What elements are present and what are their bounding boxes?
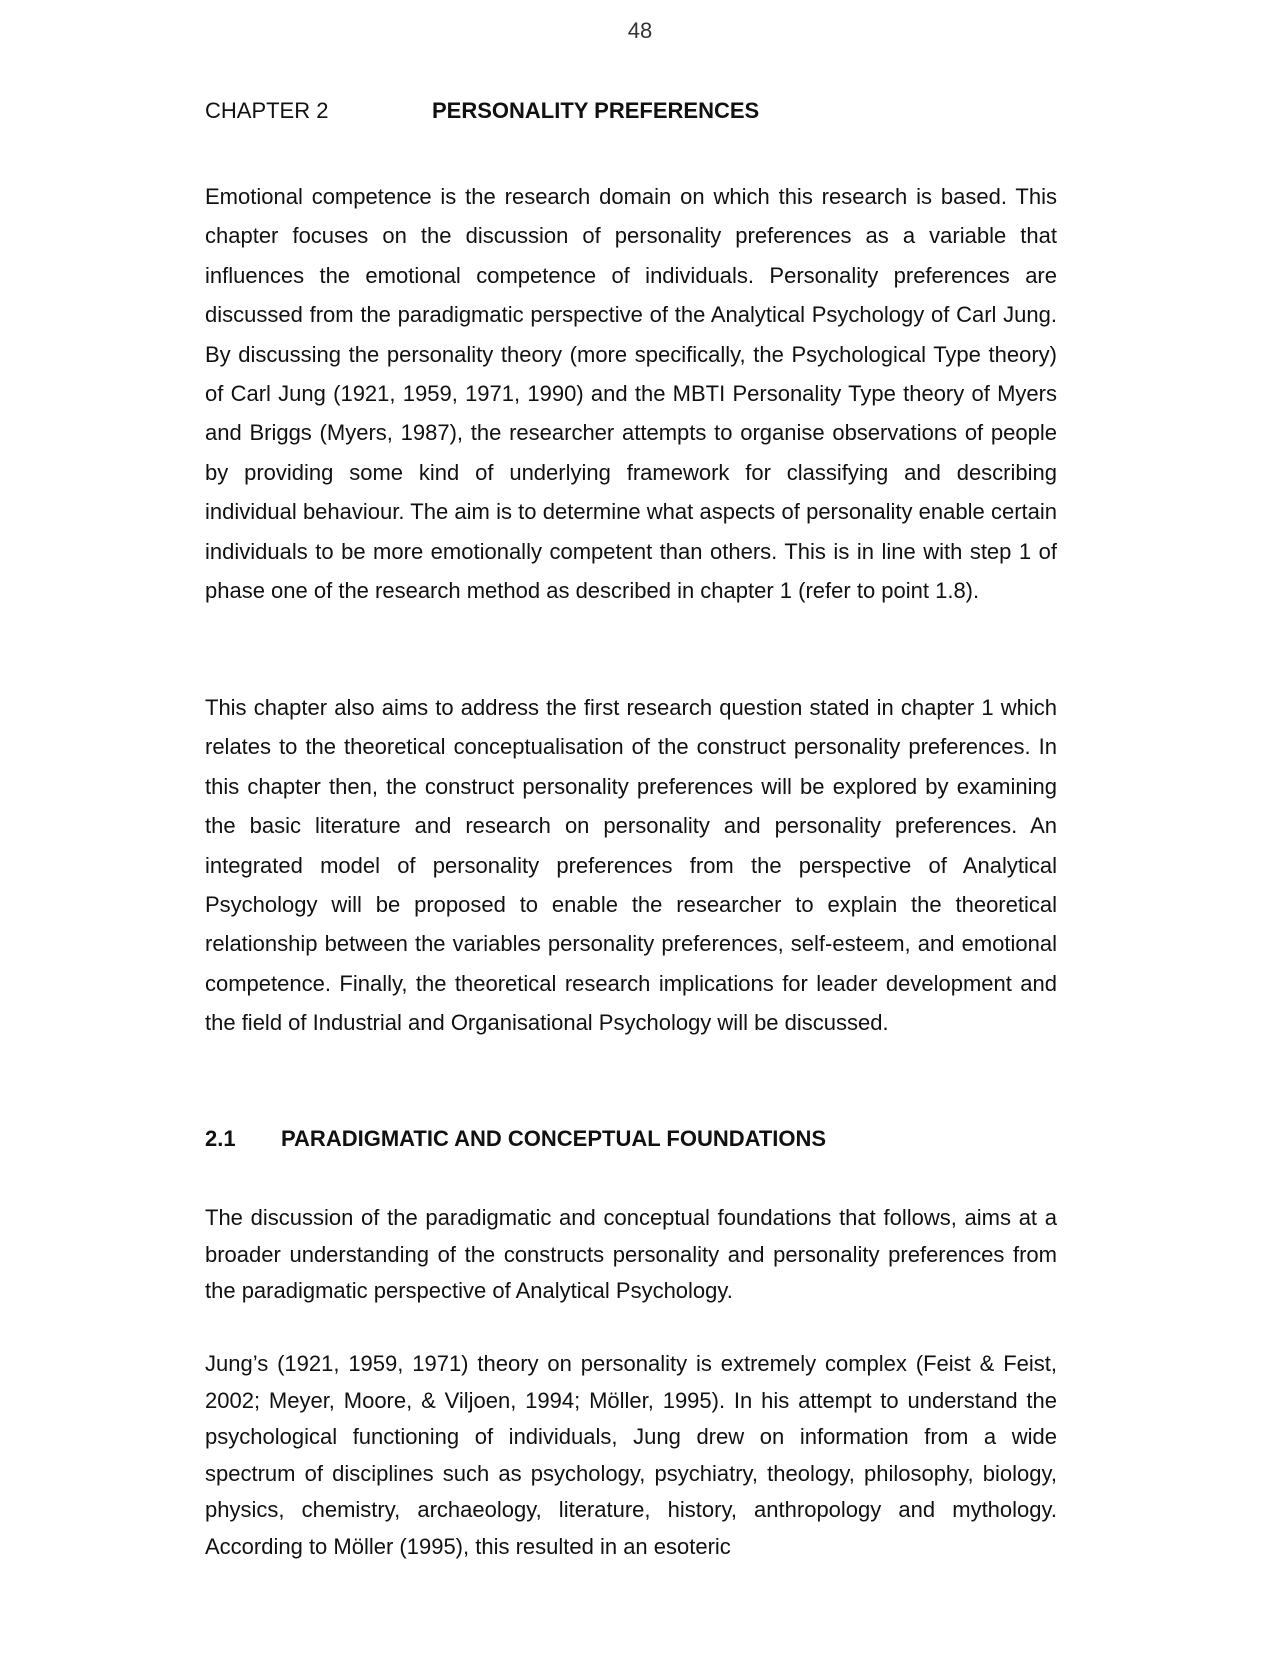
paragraph: Emotional competence is the research domain on which this research is based. This chapter focuses on the discussion of personality preferences as a variable that influences the emotional competence of individuals. Personality preferences are discussed from the paradigmatic perspective of the Analytical Psychology of Carl Jung. By discussing the personality theory (more specifically, the Psychological Type theory) of Carl Jung (1921, 1959, 1971, 1990) and the MBTI Personality Type theory of Myers and Briggs (Myers, 1987), the researcher attempts to organise observations of people by providing some kind of underlying framework for classifying and describing individual behaviour. The aim is to determine what aspects of personality enable certain individuals to be more emotionally competent than others. This is in line with step 1 of phase one of the research method as described in chapter 1 (refer to point 1.8).: [205, 184, 1057, 604]
chapter-title: PERSONALITY PREFERENCES: [432, 98, 760, 123]
section-heading: [205, 1124, 826, 1154]
chapter-number: CHAPTER 2: [205, 98, 329, 123]
chapter-heading: [205, 96, 759, 126]
paragraph: The discussion of the paradigmatic and conceptual foundations that follows, aims at a broader understanding of the constructs personality and personality preferences from the paradigmatic perspective of Analytical Psychology.: [205, 1205, 1057, 1304]
paragraph: This chapter also aims to address the first research question stated in chapter 1 which relates to the theoretical conceptualisation of the construct personality preferences. In this chapter then, the construct personality preferences will be explored by examining the basic literature and research on personality and personality preferences. An integrated model of personality preferences from the perspective of Analytical Psychology will be proposed to enable the researcher to explain the theoretical relationship between the variables personality preferences, self-esteem, and emotional competence. Finally, the theoretical research implications for leader development and the field of Industrial and Organisational Psychology will be discussed.: [205, 695, 1057, 1036]
section-number: 2.1: [205, 1126, 236, 1151]
section-title: PARADIGMATIC AND CONCEPTUAL FOUNDATIONS: [281, 1126, 827, 1151]
page-number: 48: [627, 18, 653, 43]
paragraph: Jung’s (1921, 1959, 1971) theory on personality is extremely complex (Feist & Feist, 2002; Meyer, Moore, & Viljoen, 1994; Möller, 1995). In his attempt to understand the psychological functioning of individuals, Jung drew on information from a wide spectrum of disciplines such as psychology, psychiatry, theology, philosophy, biology, physics, chemistry, archaeology, literature, history, anthropology and mythology. According to Möller (1995), this resulted in an esoteric: [205, 1351, 1057, 1559]
